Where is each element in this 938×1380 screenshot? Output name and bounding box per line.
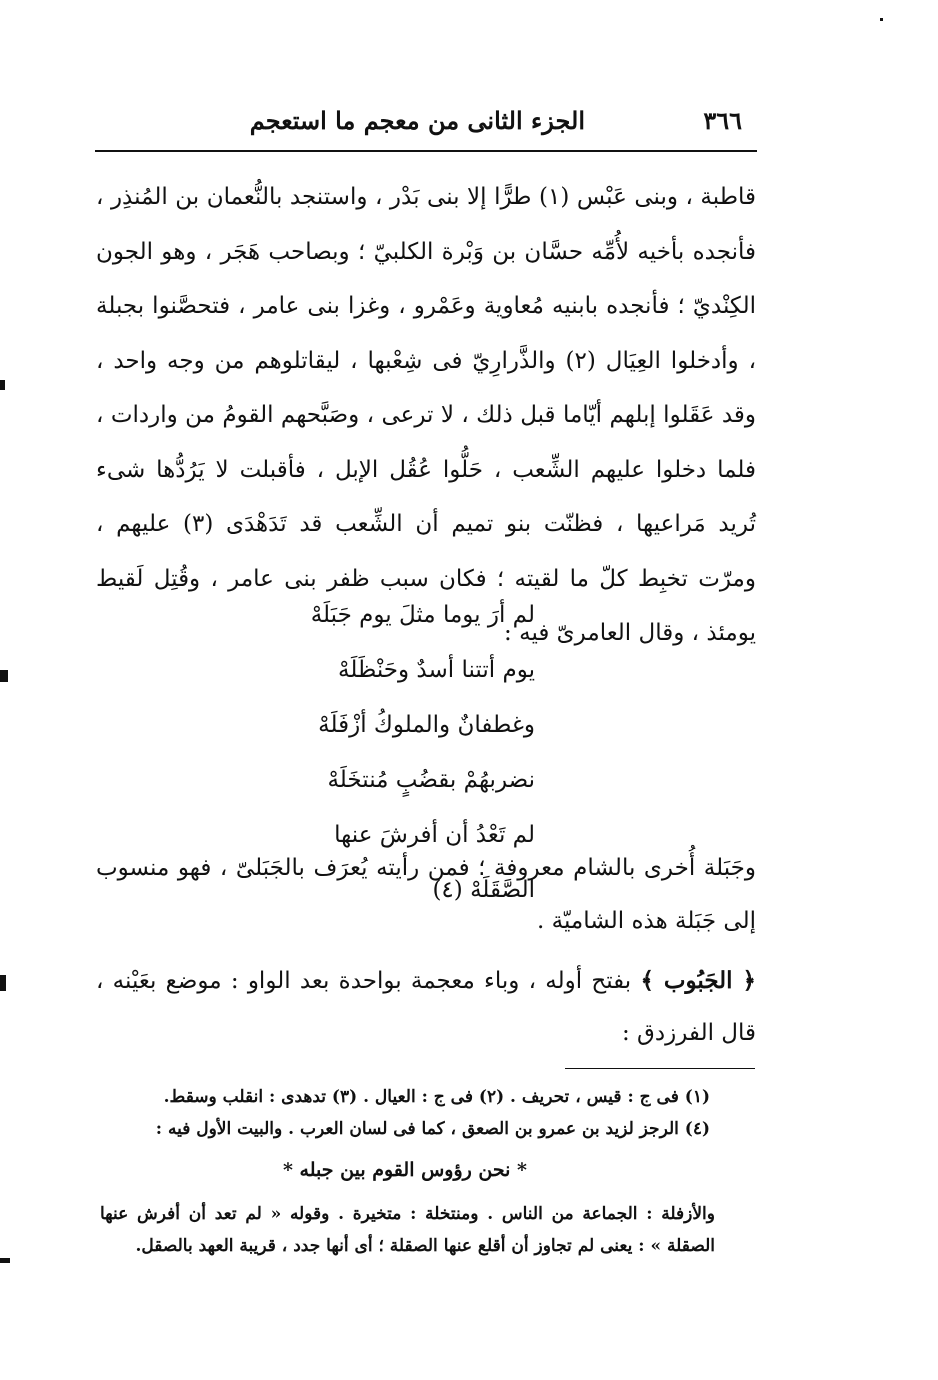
scan-edge-mark	[0, 1258, 10, 1263]
footnote-gloss: والأزفلة : الجماعة من الناس . ومنتخلة : متخيرة . وقوله « لم تعد أن أفرش عنها الصقلة » : يعنى لم تجاوز أن أقلع عنها الصقلة ؛ أى أنها جدد ، قريبة العهد بالصقل.	[100, 1204, 715, 1256]
entry-text: بفتح أوله ، وباء معجمة بواحدة بعد الواو : موضع بعَيْنه ، قال الفرزدق :	[96, 968, 756, 1046]
footnote-quote: * نحن رؤوس القوم بين جبله *	[283, 1159, 527, 1181]
scan-speck	[880, 18, 883, 21]
scan-edge-mark	[0, 380, 5, 390]
running-title: الجزء الثانى من معجم ما استعجم	[249, 106, 585, 135]
verse-block	[290, 588, 535, 903]
dictionary-entry	[96, 955, 756, 1059]
header-rule	[95, 150, 757, 152]
main-paragraph	[96, 170, 756, 661]
footnote-line: (٤) الرجز لزيد بن عمرو بن الصعق ، كما فى لسان العرب . والبيت الأول فيه :	[155, 1119, 710, 1139]
scan-edge-mark	[0, 975, 6, 991]
paragraph-text: قاطبة ، وبنى عَبْس (١) طرًّا إلا بنى بَدْر ، واستنجد بالنُّعمان بن المُنذِر ، فأنجده بأخيه لأُمِّه حسَّان بن وَبْرة الكلبيّ ؛ وبصاحب هَجَر ، وهو الجون الكِنْديّ ؛ فأنجده بابنيه مُعاوية وعَمْرو ، وغزا بنى عامر ، فتحصَّنوا بجبلة ، وأدخلوا العِيَال (٢) والذَّرارِيّ فى شِعْبها ، ليقاتلوهم من وجه واحد ، وقد عَقَلوا إبلهم أيّاما قبل ذلك ، لا ترعى ، وصَبَّحهم القومُ من واردات ، فلما دخلوا عليهم الشِّعب ، حَلُّوا عُقُل الإبل ، فأقبلت لا يَرُدُّها شىء تُريد مَراعيها ، فظنّت بنو تميم أن الشِّعب قد تَدَهْدَى (٣) عليهم ، ومرّت تخبِط كلّ ما لقيته ؛ فكان سبب ظفر بنى عامر ، وقُتِل لَقيط يومئذ ، وقال العامرىّ فيه :	[96, 184, 756, 646]
verse-line: نضربهُمْ بقضُبٍ مُنتخَلَهْ	[327, 767, 535, 793]
scan-edge-mark	[0, 670, 8, 682]
verse-line: لم تَعْدُ أن أفرشَ عنها الصَّقَلَهْ (٤)	[334, 822, 535, 903]
footnote-rule	[565, 1068, 755, 1069]
closing-paragraph: وجَبَلة أُخرى بالشام معروفة ؛ فمن رأيته يُعرَف بالجَبَلىّ ، فهو منسوب إلى جَبَلة هذه الشاميّة .	[96, 855, 756, 934]
verse-line: يوم أتتنا أسدٌ وحَنْظَلَهْ	[338, 657, 535, 683]
page-number: ٣٦٦	[703, 106, 742, 135]
page-header	[95, 102, 760, 146]
entry-headword: ﴿ الجَبُوب ﴾	[640, 967, 756, 994]
verse-line: وغطفانٌ والملوكُ أزْفَلَهْ	[318, 712, 535, 738]
verse-line: لم أرَ يوما مثلَ يوم جَبَلَهْ	[310, 602, 535, 628]
footnote-line: (١) فى ج : قيس ، تحريف . (٢) فى ج : العيال . (٣) تدهدى : انقلب وسقط.	[163, 1087, 710, 1107]
